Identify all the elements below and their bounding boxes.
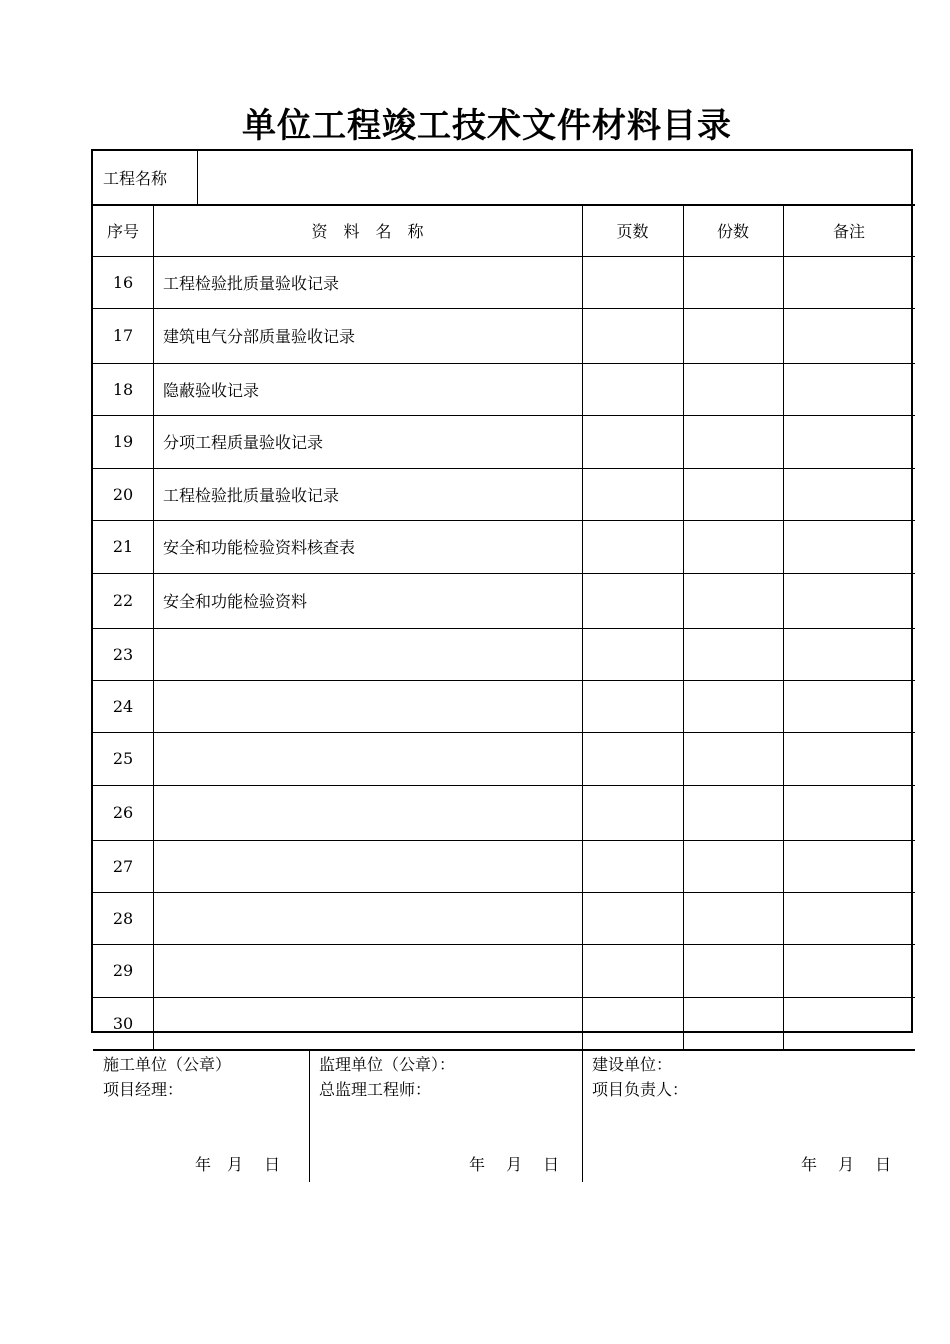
document-title: 单位工程竣工技术文件材料目录 — [242, 106, 732, 146]
row-seq: 29 — [112, 961, 134, 980]
row-name: 安全和功能检验资料 — [163, 592, 308, 611]
project-name-label: 工程名称 — [103, 169, 168, 188]
divider-line — [93, 1049, 915, 1051]
signature-unit-label: 监理单位（公章）： — [319, 1055, 456, 1074]
row-seq: 19 — [112, 432, 134, 451]
signature-block — [592, 1052, 688, 1102]
signature-person-label: 总监理工程师： — [319, 1080, 432, 1099]
row-name — [153, 997, 582, 1049]
signature-unit-label: 施工单位（公章） — [103, 1055, 232, 1074]
row-name — [153, 944, 582, 997]
row-seq: 21 — [112, 537, 134, 556]
row-name — [153, 680, 582, 732]
row-name: 工程检验批质量验收记录 — [163, 485, 340, 505]
row-seq: 26 — [112, 803, 134, 822]
row-seq: 30 — [112, 1013, 134, 1033]
row-name: 隐蔽验收记录 — [163, 380, 260, 400]
row-name — [153, 732, 582, 785]
row-name — [153, 628, 582, 680]
signature-date: 年 月 日 — [469, 1155, 560, 1174]
signature-person-label: 项目经理： — [103, 1080, 184, 1099]
divider-line — [783, 204, 784, 1049]
column-header-copies: 份数 — [716, 221, 749, 241]
row-name — [153, 892, 582, 944]
divider-line — [309, 1049, 310, 1182]
row-seq: 18 — [112, 379, 134, 399]
column-header-remarks: 备注 — [832, 221, 865, 241]
row-name — [153, 840, 582, 892]
signature-block — [319, 1052, 455, 1102]
row-seq: 28 — [112, 908, 134, 928]
column-header-name: 资 料 名 称 — [311, 221, 424, 241]
signature-person-label: 项目负责人： — [592, 1080, 689, 1099]
divider-line — [582, 1049, 583, 1182]
row-seq: 20 — [112, 484, 134, 504]
divider-line — [683, 204, 684, 1049]
row-name: 分项工程质量验收记录 — [163, 433, 324, 452]
row-seq: 25 — [112, 749, 134, 768]
row-seq: 17 — [112, 326, 134, 345]
row-seq: 23 — [112, 644, 134, 664]
column-header-pages: 页数 — [616, 221, 649, 241]
row-seq: 24 — [112, 696, 134, 716]
row-name — [153, 785, 582, 840]
column-header-seq: 序号 — [106, 221, 139, 241]
signature-date: 年 月 日 — [801, 1155, 892, 1174]
row-seq: 16 — [112, 272, 134, 292]
signature-date: 年 月 日 — [195, 1155, 281, 1174]
signature-unit-label: 建设单位： — [592, 1055, 673, 1074]
row-name: 工程检验批质量验收记录 — [163, 273, 340, 293]
row-seq: 27 — [112, 856, 134, 876]
divider-line — [582, 204, 583, 1049]
signature-block — [103, 1052, 231, 1102]
project-name-value — [198, 151, 914, 204]
row-seq: 22 — [112, 591, 134, 610]
catalog-table — [91, 149, 913, 1174]
row-name: 建筑电气分部质量验收记录 — [163, 327, 356, 346]
row-name: 安全和功能检验资料核查表 — [163, 538, 356, 557]
